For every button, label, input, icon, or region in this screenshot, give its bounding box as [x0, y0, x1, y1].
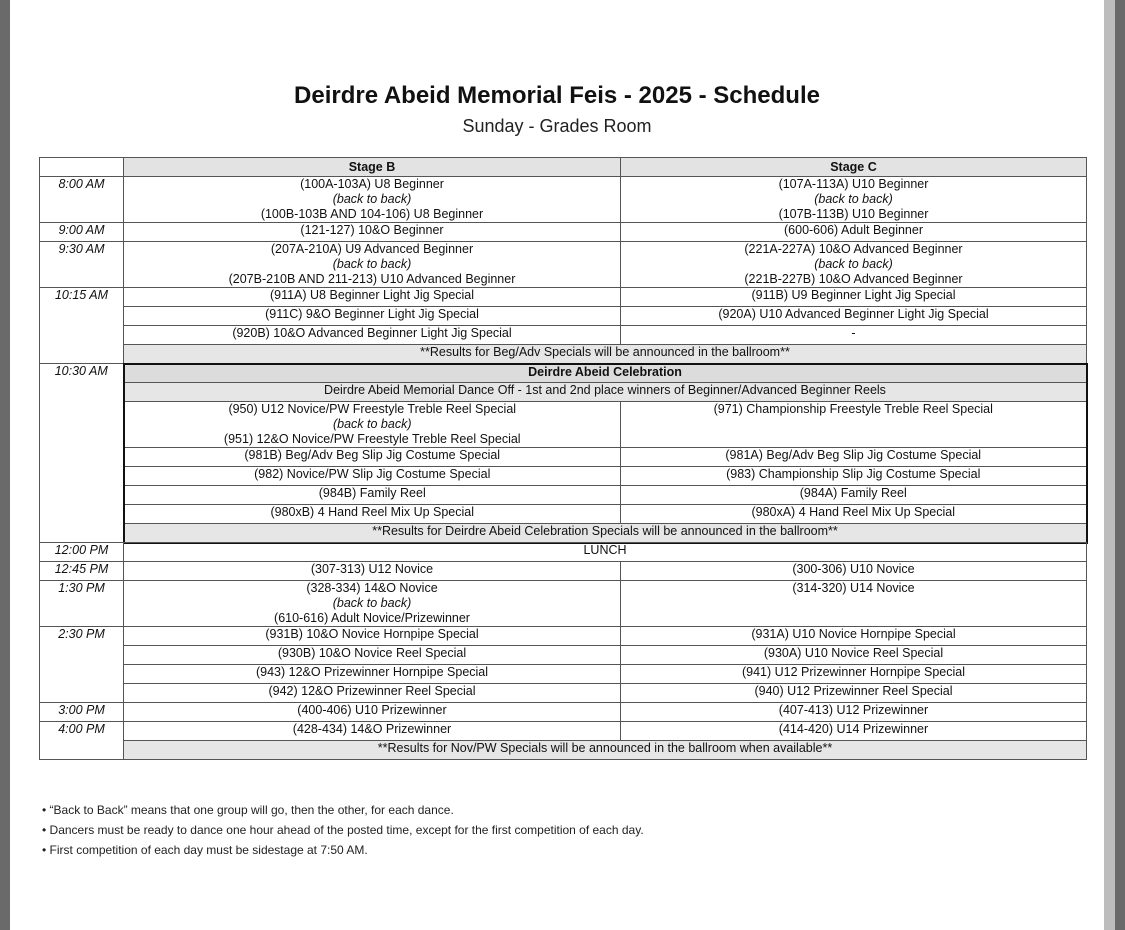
time-header: [40, 158, 124, 177]
stage-b-cell: (911A) U8 Beginner Light Jig Special: [124, 288, 621, 307]
stage-c-cell: (931A) U10 Novice Hornpipe Special: [621, 627, 1087, 646]
footnote: • “Back to Back” means that one group will go, then the other, for each dance.: [42, 803, 454, 817]
stage-b-cell: [124, 177, 621, 223]
stage-c-cell: (407-413) U12 Prizewinner: [621, 703, 1087, 722]
stage-c-cell: (314-320) U14 Novice: [621, 581, 1087, 627]
table-row: [40, 448, 1087, 467]
footnote: • Dancers must be ready to dance one hour ahead of the posted time, except for the first competition of each day.: [42, 823, 644, 837]
entry: (100B-103B AND 104-106) U8 Beginner: [260, 207, 484, 221]
table-row: [40, 505, 1087, 524]
time-cell: 4:00 PM: [40, 722, 124, 760]
stage-b-cell: (984B) Family Reel: [124, 486, 621, 505]
stage-b-cell: [124, 402, 621, 448]
stage-b-cell: (930B) 10&O Novice Reel Special: [124, 646, 621, 665]
page-subtitle: Sunday - Grades Room: [462, 116, 652, 136]
table-row: [40, 646, 1087, 665]
schedule-table: [39, 157, 1088, 760]
entry: (221A-227A) 10&O Advanced Beginner: [744, 242, 963, 256]
page-title: Deirdre Abeid Memorial Feis - 2025 - Schedule: [294, 82, 820, 109]
document-page: [10, 0, 1104, 930]
table-row: [40, 524, 1087, 543]
stage-c-cell: (300-306) U10 Novice: [621, 562, 1087, 581]
entry: (610-616) Adult Novice/Prizewinner: [274, 611, 470, 625]
stage-b-cell: (428-434) 14&O Prizewinner: [124, 722, 621, 741]
stage-c-cell: (600-606) Adult Beginner: [621, 223, 1087, 242]
time-cell: 2:30 PM: [40, 627, 124, 703]
table-row: [40, 562, 1087, 581]
time-cell: 10:30 AM: [40, 364, 124, 543]
time-cell: 10:15 AM: [40, 288, 124, 364]
stage-b-cell: (911C) 9&O Beginner Light Jig Special: [124, 307, 621, 326]
entry: (207A-210A) U9 Advanced Beginner: [270, 242, 474, 256]
stage-c-cell: (911B) U9 Beginner Light Jig Special: [621, 288, 1087, 307]
time-cell: 9:00 AM: [40, 223, 124, 242]
footnotes: [42, 800, 644, 860]
back-to-back-note: (back to back): [814, 257, 893, 271]
back-to-back-note: (back to back): [332, 417, 412, 431]
stage-c-cell: (983) Championship Slip Jig Costume Special: [621, 467, 1087, 486]
time-cell: 8:00 AM: [40, 177, 124, 223]
stage-b-header: Stage B: [124, 158, 621, 177]
celebration-title: Deirdre Abeid Celebration: [124, 364, 1087, 383]
back-to-back-note: (back to back): [332, 192, 412, 206]
time-cell: 12:00 PM: [40, 543, 124, 562]
back-to-back-note: (back to back): [332, 257, 412, 271]
table-row: [40, 486, 1087, 505]
table-row: [40, 288, 1087, 307]
table-row: [40, 242, 1087, 288]
table-row: [40, 741, 1087, 760]
stage-b-cell: (400-406) U10 Prizewinner: [124, 703, 621, 722]
back-to-back-note: (back to back): [814, 192, 893, 206]
table-row: [40, 345, 1087, 364]
entry: (950) U12 Novice/PW Freestyle Treble Reel Special: [228, 402, 517, 416]
stage-c-cell: (980xA) 4 Hand Reel Mix Up Special: [621, 505, 1087, 524]
entry: (951) 12&O Novice/PW Freestyle Treble Reel Special: [223, 432, 521, 446]
stage-b-cell: (121-127) 10&O Beginner: [124, 223, 621, 242]
time-cell: 12:45 PM: [40, 562, 124, 581]
stage-c-cell: (920A) U10 Advanced Beginner Light Jig Special: [621, 307, 1087, 326]
header-row: [40, 158, 1087, 177]
entry: (221B-227B) 10&O Advanced Beginner: [744, 272, 963, 286]
stage-c-cell: (981A) Beg/Adv Beg Slip Jig Costume Special: [621, 448, 1087, 467]
stage-b-cell: (307-313) U12 Novice: [124, 562, 621, 581]
table-row: [40, 581, 1087, 627]
table-row: [40, 402, 1087, 448]
time-cell: 9:30 AM: [40, 242, 124, 288]
time-cell: 3:00 PM: [40, 703, 124, 722]
stage-b-cell: (981B) Beg/Adv Beg Slip Jig Costume Special: [124, 448, 621, 467]
stage-c-cell: (940) U12 Prizewinner Reel Special: [621, 684, 1087, 703]
table-row: [40, 722, 1087, 741]
table-row: [40, 364, 1087, 383]
footnote: • First competition of each day must be sidestage at 7:50 AM.: [42, 843, 368, 857]
results-note: **Results for Beg/Adv Specials will be announced in the ballroom**: [124, 345, 1087, 364]
stage-c-cell: (941) U12 Prizewinner Hornpipe Special: [621, 665, 1087, 684]
stage-b-cell: (943) 12&O Prizewinner Hornpipe Special: [124, 665, 621, 684]
table-row: [40, 223, 1087, 242]
stage-b-cell: [124, 242, 621, 288]
stage-b-cell: (980xB) 4 Hand Reel Mix Up Special: [124, 505, 621, 524]
table-row: [40, 665, 1087, 684]
entry: (107B-113B) U10 Beginner: [778, 207, 929, 221]
results-note: **Results for Deirdre Abeid Celebration Specials will be announced in the ballroom**: [124, 524, 1087, 543]
entry: (207B-210B AND 211-213) U10 Advanced Beginner: [228, 272, 516, 286]
scrollbar[interactable]: [1104, 0, 1115, 930]
stage-b-cell: (982) Novice/PW Slip Jig Costume Special: [124, 467, 621, 486]
stage-c-cell: [621, 177, 1087, 223]
table-row: [40, 543, 1087, 562]
stage-b-cell: (931B) 10&O Novice Hornpipe Special: [124, 627, 621, 646]
entry: (107A-113A) U10 Beginner: [778, 177, 929, 191]
stage-c-cell: (930A) U10 Novice Reel Special: [621, 646, 1087, 665]
dance-off-row: Deirdre Abeid Memorial Dance Off - 1st and 2nd place winners of Beginner/Advanced Beginner Reels: [124, 383, 1087, 402]
entry: (328-334) 14&O Novice: [306, 581, 438, 595]
table-row: [40, 307, 1087, 326]
table-row: [40, 383, 1087, 402]
stage-b-cell: (942) 12&O Prizewinner Reel Special: [124, 684, 621, 703]
stage-c-cell: -: [621, 326, 1087, 345]
time-cell: 1:30 PM: [40, 581, 124, 627]
back-to-back-note: (back to back): [332, 596, 412, 610]
stage-b-cell: [124, 581, 621, 627]
table-row: [40, 326, 1087, 345]
stage-c-cell: [621, 242, 1087, 288]
table-row: [40, 467, 1087, 486]
results-note: **Results for Nov/PW Specials will be announced in the ballroom when available**: [124, 741, 1087, 760]
stage-c-cell: (414-420) U14 Prizewinner: [621, 722, 1087, 741]
stage-c-cell: (971) Championship Freestyle Treble Reel Special: [621, 402, 1087, 448]
table-row: [40, 627, 1087, 646]
stage-c-header: Stage C: [621, 158, 1087, 177]
table-row: [40, 177, 1087, 223]
lunch-cell: LUNCH: [124, 543, 1087, 562]
table-row: [40, 703, 1087, 722]
entry: (100A-103A) U8 Beginner: [300, 177, 444, 191]
stage-b-cell: (920B) 10&O Advanced Beginner Light Jig Special: [124, 326, 621, 345]
table-row: [40, 684, 1087, 703]
stage-c-cell: (984A) Family Reel: [621, 486, 1087, 505]
